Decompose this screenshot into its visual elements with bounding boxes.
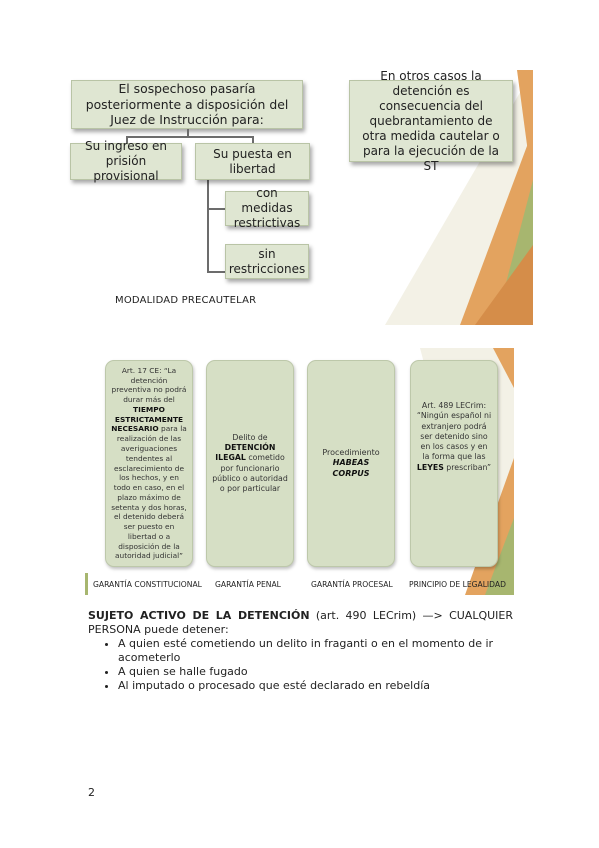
card-text-bold: HABEAS CORPUS bbox=[332, 458, 370, 478]
sujeto-activo-paragraph bbox=[88, 609, 513, 637]
label-principio-legalidad: PRINCIPIO DE LEGALIDAD bbox=[409, 580, 506, 589]
label-garantia-penal: GARANTÍA PENAL bbox=[215, 580, 281, 589]
box-prision-provisional bbox=[70, 139, 182, 183]
card-text bbox=[313, 448, 389, 480]
card-text-part: para la realización de las averiguaciones tendentes al esclarecimiento de los hechos, y en todo en caso, en el plazo máximo de setenta y dos horas, el detenido deberá ser puesto en libertad o a disposición de la autoridad judicial” bbox=[111, 424, 187, 561]
card-text-part: Delito de bbox=[232, 432, 268, 442]
card-garantia-procesal bbox=[307, 360, 395, 567]
list-item: • A quien se halle fugado bbox=[118, 665, 513, 679]
box-prision-provisional-text: Su ingreso en prisión provisional bbox=[84, 139, 168, 183]
box-con-medidas bbox=[225, 186, 309, 230]
card-text-part: prescriban” bbox=[443, 462, 492, 472]
sujeto-activo-rest: (art. 490 LECrim) —> CUALQUIER PERSONA puede detener: bbox=[88, 609, 513, 636]
bullet-list bbox=[88, 637, 513, 693]
card-text bbox=[111, 366, 187, 561]
list-item: • A quien esté cometiendo un delito in fraganti o en el momento de ir acometerlo bbox=[118, 637, 513, 665]
box-puesta-libertad bbox=[195, 143, 310, 180]
slide-caption: MODALIDAD PRECAUTELAR bbox=[115, 295, 257, 306]
box-otros-casos bbox=[349, 70, 513, 173]
card-text-part: cometido por funcionario público o autoridad o por particular bbox=[212, 453, 288, 494]
box-con-medidas-text: con medidas restrictivas bbox=[233, 186, 301, 230]
box-otros-casos-text: En otros casos la detención es consecuencia del quebrantamiento de otra medida cautelar o para la ejecución de la ST bbox=[362, 70, 500, 173]
connector-line bbox=[207, 271, 225, 273]
card-text-bold: DETENCIÓN ILEGAL bbox=[215, 442, 276, 463]
card-text bbox=[416, 401, 492, 473]
left-accent bbox=[85, 573, 91, 595]
connector-line bbox=[126, 136, 254, 138]
label-garantia-constitucional: GARANTÍA CONSTITUCIONAL bbox=[93, 580, 202, 589]
box-sin-restricciones-text: sin restricciones bbox=[228, 246, 306, 276]
card-garantia-constitucional bbox=[105, 360, 193, 567]
list-item: • Al imputado o procesado que esté declarado en rebeldía bbox=[118, 679, 513, 693]
slide-modalidad-precautelar bbox=[55, 70, 533, 325]
card-text-bold: LEYES bbox=[416, 462, 444, 472]
box-sin-restricciones bbox=[225, 244, 309, 279]
card-garantia-penal bbox=[206, 360, 294, 567]
connector-line bbox=[207, 179, 209, 272]
box-juez-instruccion bbox=[71, 80, 303, 129]
card-text bbox=[212, 433, 288, 495]
sujeto-activo-heading: SUJETO ACTIVO DE LA DETENCIÓN bbox=[88, 609, 310, 622]
body-text bbox=[88, 609, 513, 693]
label-garantia-procesal: GARANTÍA PROCESAL bbox=[311, 580, 393, 589]
card-text-part: Art. 489 LECrim: “Ningún español ni extranjero podrá ser detenido sino en los casos y en la forma que las bbox=[416, 401, 492, 462]
box-puesta-libertad-text: Su puesta en libertad bbox=[213, 146, 292, 176]
box-juez-instruccion-text: El sospechoso pasaría posteriormente a disposición del Juez de Instrucción para: bbox=[85, 81, 289, 128]
card-text-part: Art. 17 CE: “La detención preventiva no podrá durar más del bbox=[111, 365, 187, 405]
card-principio-legalidad bbox=[410, 360, 498, 567]
connector-line bbox=[207, 208, 225, 210]
card-text-part: Procedimiento bbox=[322, 447, 380, 457]
card-text-bold: TIEMPO ESTRICTAMENTE NECESARIO bbox=[111, 404, 184, 434]
page-number: 2 bbox=[88, 786, 95, 799]
slide-garantias bbox=[85, 348, 514, 595]
